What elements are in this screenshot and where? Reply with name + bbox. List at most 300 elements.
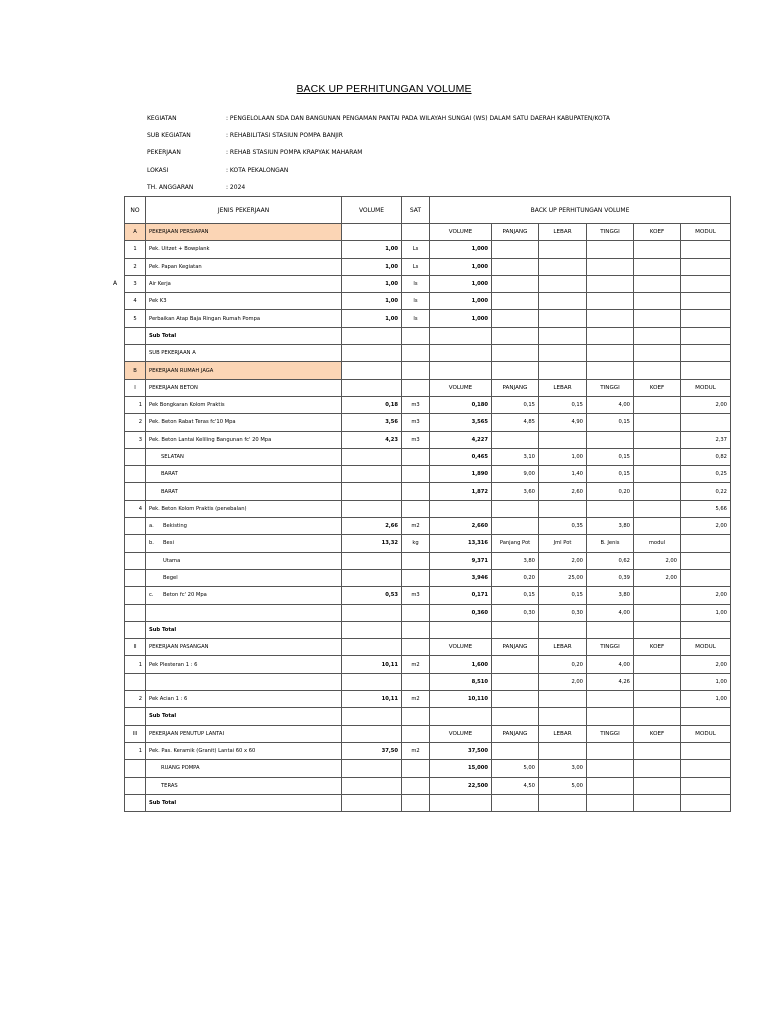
item-label [146, 258, 342, 275]
empty-cell [492, 345, 539, 362]
table-row [125, 587, 731, 604]
item-unit: m2 [402, 691, 430, 708]
empty-cell [634, 621, 681, 638]
backup-value: 1,000 [430, 310, 492, 327]
backup-value [492, 500, 539, 517]
item-text: Pek. Beton Rabat Teras fc'10 Mpa [149, 419, 236, 426]
table-row [125, 777, 731, 794]
row-number: 2 [125, 691, 146, 708]
row-label: Sub Total [146, 794, 342, 811]
item-unit: m2 [402, 742, 430, 759]
backup-value [539, 691, 587, 708]
item-label [146, 742, 342, 759]
backup-value [681, 777, 731, 794]
backup-value [492, 518, 539, 535]
backup-value: 0,20 [492, 569, 539, 586]
backup-value [587, 310, 634, 327]
backup-value: 4,00 [587, 604, 634, 621]
empty-cell [402, 327, 430, 344]
backup-value: Jml Pot [539, 535, 587, 552]
empty-cell [539, 362, 587, 379]
subheader-lebar: LEBAR [539, 725, 587, 742]
row-number: 1 [125, 396, 146, 413]
section-label: PEKERJAAN PERSIAPAN [146, 224, 342, 241]
row-number [125, 708, 146, 725]
backup-value [492, 742, 539, 759]
row-number [125, 794, 146, 811]
item-text: RUANG POMPA [161, 765, 200, 772]
item-text: Besi [163, 540, 174, 547]
row-number: II [125, 639, 146, 656]
unit-cell [402, 639, 430, 656]
table-row [125, 552, 731, 569]
item-label [146, 414, 342, 431]
table-row [125, 345, 731, 362]
row-number [125, 327, 146, 344]
item-volume: 3,56 [342, 414, 402, 431]
empty-cell [539, 345, 587, 362]
subheader-tinggi: TINGGI [587, 379, 634, 396]
item-sublabel: a. [149, 523, 154, 530]
item-text: BARAT [161, 488, 178, 495]
item-label [146, 431, 342, 448]
backup-value [587, 241, 634, 258]
table-row [125, 691, 731, 708]
unit-cell [402, 224, 430, 241]
empty-cell [681, 621, 731, 638]
item-volume: 10,11 [342, 656, 402, 673]
backup-value [634, 448, 681, 465]
item-volume: 1,00 [342, 310, 402, 327]
backup-value [492, 258, 539, 275]
item-label [146, 552, 342, 569]
item-volume [342, 604, 402, 621]
item-unit [402, 483, 430, 500]
item-label [146, 310, 342, 327]
row-number [125, 535, 146, 552]
backup-value: 10,110 [430, 691, 492, 708]
item-volume [342, 760, 402, 777]
volume-cell [342, 224, 402, 241]
backup-value [430, 500, 492, 517]
section-label: PEKERJAAN BETON [146, 379, 342, 396]
empty-cell [539, 621, 587, 638]
table-row [125, 258, 731, 275]
info-key: PEKERJAAN [147, 149, 181, 157]
backup-value: 13,316 [430, 535, 492, 552]
subheader-tinggi: TINGGI [587, 725, 634, 742]
empty-cell [681, 708, 731, 725]
item-unit [402, 760, 430, 777]
backup-value [634, 431, 681, 448]
row-label: SUB PEKERJAAN A [146, 345, 342, 362]
row-number: 1 [125, 241, 146, 258]
table-row [125, 241, 731, 258]
item-volume [342, 448, 402, 465]
backup-value [681, 569, 731, 586]
item-text: Air Kerja [149, 281, 171, 288]
unit-cell [402, 379, 430, 396]
backup-value [587, 275, 634, 292]
empty-cell [430, 362, 492, 379]
backup-value: 2,00 [681, 587, 731, 604]
backup-value: 0,15 [587, 414, 634, 431]
item-volume: 37,50 [342, 742, 402, 759]
backup-value [681, 760, 731, 777]
backup-value: 1,000 [430, 258, 492, 275]
table-row [125, 379, 731, 396]
subheader-tinggi: TINGGI [587, 639, 634, 656]
table-row [125, 466, 731, 483]
backup-value [634, 604, 681, 621]
item-unit [402, 466, 430, 483]
empty-cell [430, 708, 492, 725]
info-row [147, 162, 610, 179]
empty-cell [492, 621, 539, 638]
empty-cell [681, 362, 731, 379]
backup-value: 5,00 [539, 777, 587, 794]
table-row [125, 310, 731, 327]
info-row [147, 179, 610, 196]
item-text: Pek Acian 1 : 6 [149, 696, 188, 703]
item-label [146, 691, 342, 708]
project-info [147, 110, 610, 196]
backup-value: 3,60 [492, 483, 539, 500]
item-label [146, 518, 342, 535]
subheader-modul: MODUL [681, 639, 731, 656]
backup-value: 25,00 [539, 569, 587, 586]
item-volume [342, 483, 402, 500]
subheader-lebar: LEBAR [539, 379, 587, 396]
backup-value: 2,37 [681, 431, 731, 448]
subheader-panjang: PANJANG [492, 725, 539, 742]
backup-value: 3,00 [539, 760, 587, 777]
item-volume: 1,00 [342, 275, 402, 292]
item-unit [402, 673, 430, 690]
backup-value [492, 275, 539, 292]
backup-value [539, 275, 587, 292]
section-label: PEKERJAAN PASANGAN [146, 639, 342, 656]
backup-value: 4,227 [430, 431, 492, 448]
item-label [146, 448, 342, 465]
empty-cell [539, 708, 587, 725]
empty-cell [587, 708, 634, 725]
backup-value: 0,15 [492, 587, 539, 604]
empty-cell [342, 794, 402, 811]
backup-value: 15,000 [430, 760, 492, 777]
header-sat: SAT [402, 197, 430, 224]
backup-value [587, 760, 634, 777]
item-label [146, 604, 342, 621]
backup-value [634, 691, 681, 708]
item-unit: m3 [402, 396, 430, 413]
row-number [125, 621, 146, 638]
backup-value [681, 293, 731, 310]
table-row [125, 293, 731, 310]
backup-value: 3,946 [430, 569, 492, 586]
backup-value: 2,00 [539, 552, 587, 569]
table-row [125, 535, 731, 552]
backup-value [681, 258, 731, 275]
row-number [125, 673, 146, 690]
table-row [125, 656, 731, 673]
item-label [146, 587, 342, 604]
volume-cell [342, 379, 402, 396]
info-row [147, 144, 610, 161]
backup-value [539, 293, 587, 310]
empty-cell [430, 345, 492, 362]
item-text: SELATAN [161, 454, 184, 460]
backup-value: modul [634, 535, 681, 552]
header-no: NO [125, 197, 146, 224]
subheader-koef: KOEF [634, 224, 681, 241]
row-number: 1 [125, 742, 146, 759]
item-unit [402, 604, 430, 621]
empty-cell [430, 327, 492, 344]
backup-value [634, 275, 681, 292]
table-row [125, 448, 731, 465]
table-row [125, 500, 731, 517]
table-row [125, 639, 731, 656]
backup-value [492, 431, 539, 448]
table-row [125, 483, 731, 500]
row-number: 4 [125, 500, 146, 517]
item-volume [342, 552, 402, 569]
backup-value: 5,00 [492, 760, 539, 777]
backup-value [539, 241, 587, 258]
info-key: KEGIATAN [147, 115, 177, 123]
backup-value: 2,00 [539, 673, 587, 690]
empty-cell [681, 794, 731, 811]
backup-value: 8,510 [430, 673, 492, 690]
header-backup: BACK UP PERHITUNGAN VOLUME [430, 197, 731, 224]
backup-value [492, 310, 539, 327]
backup-value [539, 431, 587, 448]
item-volume: 2,66 [342, 518, 402, 535]
table-header-row [125, 197, 731, 224]
item-text: Bekisting [163, 523, 187, 530]
empty-cell [430, 794, 492, 811]
backup-value [634, 777, 681, 794]
backup-value [681, 535, 731, 552]
backup-value [587, 431, 634, 448]
item-unit: m3 [402, 414, 430, 431]
row-number [125, 552, 146, 569]
table-row [125, 673, 731, 690]
info-row [147, 110, 610, 127]
item-label [146, 656, 342, 673]
item-unit [402, 569, 430, 586]
backup-value: 0,20 [539, 656, 587, 673]
table-row [125, 569, 731, 586]
backup-value: 0,15 [539, 396, 587, 413]
unit-cell [402, 362, 430, 379]
backup-value: 9,00 [492, 466, 539, 483]
empty-cell [342, 708, 402, 725]
item-text: Pek. Beton Kolom Praktis (penebalan) [149, 505, 247, 512]
empty-cell [634, 345, 681, 362]
item-volume: 1,00 [342, 293, 402, 310]
empty-cell [430, 621, 492, 638]
backup-value: 3,565 [430, 414, 492, 431]
subheader-modul: MODUL [681, 224, 731, 241]
volume-cell [342, 362, 402, 379]
backup-value [634, 258, 681, 275]
item-text: Pek. Uitzet + Bowplank [149, 246, 210, 253]
backup-value: 1,000 [430, 293, 492, 310]
backup-value [634, 587, 681, 604]
item-unit: m3 [402, 587, 430, 604]
item-text: Pek Bongkaran Kolom Praktis [149, 402, 225, 409]
item-unit: Ls [402, 241, 430, 258]
empty-cell [634, 708, 681, 725]
empty-cell [587, 621, 634, 638]
row-number [125, 518, 146, 535]
backup-value: 2,00 [681, 518, 731, 535]
item-text: Pek. Pas. Keramik (Granit) Lantai 60 x 60 [149, 748, 256, 755]
backup-value [634, 241, 681, 258]
empty-cell [634, 362, 681, 379]
empty-cell [539, 327, 587, 344]
empty-cell [587, 327, 634, 344]
table-row [125, 794, 731, 811]
backup-value: 2,00 [681, 656, 731, 673]
table-row [125, 604, 731, 621]
backup-value: 0,39 [587, 569, 634, 586]
backup-value [492, 673, 539, 690]
backup-value [587, 500, 634, 517]
row-number [125, 569, 146, 586]
item-label [146, 241, 342, 258]
backup-value: 37,500 [430, 742, 492, 759]
item-unit: ls [402, 310, 430, 327]
volume-table [124, 196, 731, 812]
backup-value [681, 414, 731, 431]
item-sublabel: b. [149, 540, 154, 547]
backup-value [539, 310, 587, 327]
backup-value: 2,660 [430, 518, 492, 535]
section-label: PEKERJAAN RUMAH JAGA [146, 362, 342, 379]
volume-cell [342, 725, 402, 742]
backup-value: 0,20 [587, 483, 634, 500]
backup-value: 2,60 [539, 483, 587, 500]
backup-value: 1,000 [430, 275, 492, 292]
row-number [125, 466, 146, 483]
empty-cell [492, 327, 539, 344]
item-volume [342, 777, 402, 794]
item-label [146, 760, 342, 777]
backup-value: 0,15 [587, 466, 634, 483]
backup-value: B. Jenis [587, 535, 634, 552]
backup-value: 4,00 [587, 656, 634, 673]
item-unit: m3 [402, 431, 430, 448]
backup-value [634, 760, 681, 777]
backup-value [492, 293, 539, 310]
empty-cell [634, 327, 681, 344]
backup-value: 0,25 [681, 466, 731, 483]
backup-value: 1,00 [681, 673, 731, 690]
row-number: 2 [125, 258, 146, 275]
backup-value: 9,371 [430, 552, 492, 569]
empty-cell [402, 345, 430, 362]
row-number [125, 604, 146, 621]
item-unit: ls [402, 275, 430, 292]
info-key: SUB KEGIATAN [147, 132, 191, 140]
backup-value: 1,40 [539, 466, 587, 483]
item-text: Pek. Beton Lantai Keliling Bangunan fc' 20 Mpa [149, 436, 272, 443]
empty-cell [402, 621, 430, 638]
row-number [125, 760, 146, 777]
item-volume [342, 500, 402, 517]
item-text: Pek K3 [149, 298, 167, 305]
backup-value: 0,35 [539, 518, 587, 535]
backup-value: 0,22 [681, 483, 731, 500]
backup-value: 4,90 [539, 414, 587, 431]
backup-value: 0,180 [430, 396, 492, 413]
backup-value [634, 483, 681, 500]
table-row [125, 414, 731, 431]
empty-cell [492, 708, 539, 725]
backup-value: Panjang Pot [492, 535, 539, 552]
row-number: 3 [125, 275, 146, 292]
backup-value: 4,26 [587, 673, 634, 690]
item-label [146, 500, 342, 517]
backup-value: 1,00 [539, 448, 587, 465]
item-text: BARAT [161, 471, 178, 478]
info-key: TH. ANGGARAN [147, 183, 194, 191]
table-row [125, 621, 731, 638]
item-volume: 0,53 [342, 587, 402, 604]
row-number [125, 777, 146, 794]
info-key: LOKASI [147, 166, 169, 174]
empty-cell [587, 362, 634, 379]
row-number [125, 448, 146, 465]
empty-cell [681, 345, 731, 362]
subheader-panjang: PANJANG [492, 224, 539, 241]
item-label [146, 569, 342, 586]
backup-value [587, 777, 634, 794]
backup-value: 4,85 [492, 414, 539, 431]
row-number [125, 345, 146, 362]
backup-value [587, 293, 634, 310]
item-unit: m2 [402, 656, 430, 673]
item-label [146, 483, 342, 500]
backup-value: 0,15 [539, 587, 587, 604]
item-unit: m2 [402, 518, 430, 535]
table-row [125, 518, 731, 535]
empty-cell [539, 794, 587, 811]
subheader-modul: MODUL [681, 725, 731, 742]
backup-value [587, 742, 634, 759]
subheader-modul: MODUL [681, 379, 731, 396]
item-volume: 4,23 [342, 431, 402, 448]
table-row [125, 275, 731, 292]
item-label [146, 535, 342, 552]
backup-value [587, 258, 634, 275]
backup-value [492, 691, 539, 708]
row-number: A [125, 224, 146, 241]
subheader-volume: VOLUME [430, 639, 492, 656]
empty-cell [342, 345, 402, 362]
subheader-koef: KOEF [634, 725, 681, 742]
item-volume: 13,32 [342, 535, 402, 552]
backup-value [634, 414, 681, 431]
backup-value [681, 241, 731, 258]
section-label: PEKERJAAN PENUTUP LANTAI [146, 725, 342, 742]
backup-value [681, 310, 731, 327]
backup-value: 4,00 [587, 396, 634, 413]
item-unit: Ls [402, 258, 430, 275]
